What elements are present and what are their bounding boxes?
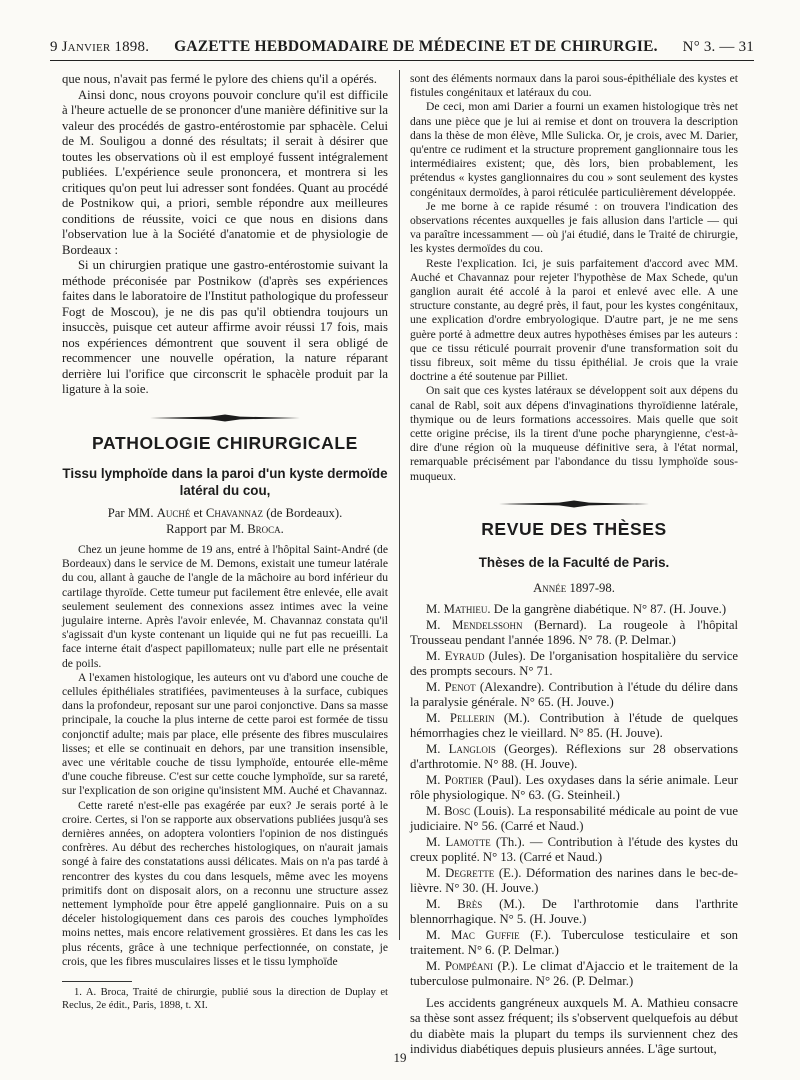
these-title: (F.). Tuberculose testiculaire et son traitement. N° 6. (P. Delmar.) [410,927,739,958]
paragraph: Ainsi donc, nous croyons pouvoir conclure qu'il est difficile à l'heure actuelle de se prononcer d'une manière définitive sur la valeur des procédés de gastro-entérostomie par sphacèle. Celui de M. Souligou a donné des résultats; il serait à désirer que toutes les observations où il est employé fussent intégralement publiées. L'expérience seule prononcera, et montrera si les critiques qu'on peut lui adresser sont fondées. Quant au procédé de Postnikow qui, a priori, semble répondre aux meilleures conditions de réussite, voici ce que nous en disions dans l'observation lue à la Société d'anatomie et de physiologie de Bordeaux : [62,87,388,257]
theses-list [410,602,738,990]
report-suffix: . [280,522,284,536]
list-item [410,618,738,649]
ornament-separator [410,500,738,508]
report-prefix: Rapport par M. [166,522,245,536]
list-item [410,773,738,804]
paragraph: sont des éléments normaux dans la paroi sous-épithéliale des kystes et fistules congénitaux et latéraux du cou. [410,72,738,100]
ornament-separator [62,414,388,422]
ornament-rule-icon [499,500,649,508]
section-title: PATHOLOGIE CHIRURGICALE [92,432,358,453]
footnote-rule [62,981,132,982]
paragraph: Je me borne à ce rapide résumé : on trouvera l'indication des observations récentes auxquelles je fais allusion dans l'article — qui va paraître incessamment — où j'ai étudié, dans le Traité de chirurgie, les kystes dermoïdes du cou. [410,199,738,256]
list-item [410,711,738,742]
paragraph: Si un chirurgien pratique une gastro-entérostomie suivant la méthode préconisée par Postnikow (d'après ses expériences faites dans le laboratoire de l'Institut pathologique du professeur Fogt de Moscou), je ne dis pas qu'il obtiendra toujours un insuccès, puisque cet auteur affirme avoir réussi 17 fois, mais nos expériences démontrent que souvent il sera obligé de recommencer une nouvelle opération, la nature réparant derrière lui l'orifice que circonscrit le sphacèle produit par la ligature à la soie. [62,258,388,396]
list-item [410,680,738,711]
these-author: M. Mathieu. [426,602,491,617]
paragraph: Reste l'explication. Ici, je suis parfaitement d'accord avec MM. Auché et Chavannaz pour rejeter l'hypothèse de Max Schede, qu'un ganglion aurait été accolé à la paroi et enlevé avec elle. A une structure constante, au degré près, il faut, pour les kystes congénitaux, une explication d'ordre embryologique. D'autre part, je ne me sens guère porté à admettre deux autres hypothèses émises par les auteurs : que ce tissu réticulé pourrait provenir d'une transformation soit du tissu fibreux, soit même du tissu épithélial. Je crois que la vraie doctrine a été soutenue par Pilliet. [410,256,738,384]
byline-join: et [193,506,203,520]
list-item [410,602,738,618]
these-author: M. Mendelssohn [426,617,523,632]
these-title: (M.). De l'arthrotomie dans l'arthrite blennorrhagique. N° 5. (H. Jouve.) [410,896,739,927]
these-title: (Bernard). La rougeole à l'hôpital Trousseau pendant l'année 1896. N° 78. (P. Delmar.) [410,617,738,648]
year-label: Année [533,580,567,595]
page-header [50,38,754,61]
ornament-rule-icon [150,414,300,422]
paragraph: De ceci, mon ami Darier a fourni un examen histologique très net dans une pièce que je lui ai remise et dont on trouvera la description dans la thèse de mon élève, Mlle Sulicka. Or, je crois, avec M. Darier, qu'entre ce rudiment et la structure proprement ganglionnaire tous les intermédiaires existent; que, dès lors, bien probablement, les prétendus « kystes ganglionnaires du cou » sont seulement des kystes congénitaux dermoïdes, à paroi réticulée particulièrement développée. [410,100,738,199]
section-title: REVUE DES THÈSES [481,518,667,539]
left-column [62,72,388,1036]
list-item [410,866,738,897]
list-item [410,897,738,928]
author-name: Auché [156,506,191,520]
list-item [410,959,738,990]
column-divider [399,70,400,940]
these-author: M. Langlois [426,741,496,756]
article-title: Tissu lymphoïde dans la paroi d'un kyste dermoïde latéral du cou, [62,466,388,498]
these-author: M. Pellerin [426,710,495,725]
these-title: (M.). Contribution à l'étude de quelques hémorrhagies chez le vieillard. N° 85. (H. Jouve). [410,710,739,741]
these-author: M. Degrette [426,865,495,880]
these-author: M. Brès [426,896,483,911]
byline-place: (de Bordeaux). [266,506,343,520]
these-title: (Georges). Réflexions sur 28 observations d'arthrotomie. N° 88. (H. Jouve). [410,741,739,772]
page-number: 19 [393,1050,407,1065]
paragraph: Les accidents gangréneux auxquels M. A. Mathieu consacre sa thèse sont assez fréquent; ils s'observent quelquefois au début du diabète mais la plupart du temps ils surviennent chez des individus diabétiques depuis plusieurs années. L'âge surtout, [410,995,738,1057]
these-title: (E.). Déformation des narines dans le bec-de-lièvre. N° 30. (H. Jouve.) [410,865,739,896]
year-line [410,581,738,597]
these-title: (Louis). La responsabilité médicale au point de vue judiciaire. N° 56. (Carré et Naud.) [410,803,738,834]
byline [62,505,388,521]
paragraph: Chez un jeune homme de 19 ans, entré à l'hôpital Saint-André (de Bordeaux) dans le service de M. Demons, existait une tumeur latérale du cou, allant à gauche de l'angle de la mâchoire au bord inférieur du cartilage thyroïde. Cette tumeur put facilement être enlevée, elle avait seulement seulement des connexions assez intimes avec la veine jugulaire interne. Après l'avoir enlevée, M. Chavannaz constata qu'il s'agissait d'un kyste contenant un liquide qui ne fut pas recueilli. La face interne était d'aspect papillomateux; nulle part elle ne présentait de poils. [62,543,388,670]
byline-prefix: Par MM. [107,506,154,520]
paragraph: Cette rareté n'est-elle pas exagérée par eux? Je serais porté à le croire. Certes, si l'on se rapporte aux observations publiées jusqu'à ses dernières années, on adoptera volontiers l'opinion de nos distingués confrères. Au début des recherches histologiques, on n'aurait jamais songé à faire des constatations aussi délicates. Mais on n'a pas tardé à rencontrer des kystes du cou dans lesquels, même avec les moyens primitifs dont on disposait alors, on a reconnu une structure assez nettement lymphoïde pour être appelé ganglionnaire. Puis on a su déceler histologiquement dans ces parois des couches lymphoïdes moins nettes, mais encore relativement grossières. Et dans les cas les plus récents, grâce à une technique perfectionnée, on constate, je crois, que les fibres musculaires lisses et le tissu lymphoïde [62,798,388,968]
list-item [410,835,738,866]
these-title: (Alexandre). Contribution à l'étude du délire dans la paralysie générale. N° 65. (H. Jouve.) [410,679,738,710]
issue-number: N° 3. — 31 [682,39,754,55]
these-author: M. Portier [426,772,484,787]
year-value: 1897-98. [569,580,615,595]
these-author: M. Penot [426,679,476,694]
reporter-name: Broca [247,522,281,536]
paragraph: A l'examen histologique, les auteurs ont vu d'abord une couche de cellules épithéliales stratifiées, pavimenteuses à la surface, cubiques dans la profondeur, reposant sur une paroi conjonctive. Dans sa masse principale, la couche la plus interne de cette paroi est formée de tissu conjonctif adulte; mais par place, elle présente des fibres musculaires lisses; et elle se continuait en dehors, par une transition insensible, avec une véritable couche de tissu lymphoïde, entourée elle-même d'une couche fibreuse. C'est sur cette couche lymphoïde, sur sa rareté, sur l'explication de son origine qu'insistent MM. Auché et Chavannaz. [62,670,388,798]
these-author: M. Pompéani [426,958,494,973]
these-author: M. Bosc [426,803,471,818]
these-title: (Th.). — Contribution à l'étude des kystes du creux poplité. N° 13. (Carré et Naud.) [410,834,739,865]
these-title: De la gangrène diabétique. N° 87. (H. Jouve.) [493,602,727,617]
list-item [410,742,738,773]
right-column [410,72,739,1057]
these-author: M. Eyraud [426,648,485,663]
these-author: M. Mac Guffie [426,927,520,942]
these-title: (P.). Le climat d'Ajaccio et le traitement de la tuberculose pulmonaire. N° 26. (P. Delmar.) [410,958,738,989]
author-name: Chavannaz [205,506,264,520]
footnote: 1. A. Broca, Traité de chirurgie, publié sous la direction de Duplay et Reclus, 2e édit., Paris, 1898, t. XI. [62,987,388,1012]
issue-date: 9 Janvier 1898. [50,39,150,55]
paragraph: On sait que ces kystes latéraux se développent soit aux dépens du canal de Rabl, soit aux dépens d'invaginations thyroïdienne latérale, thymique ou de leurs formations accessoires. Mais quelle que soit cette origine précise, ils la tirent d'une poche pharyngienne, c'est-à-dire d'une région où la muqueuse définitive sera, à l'état normal, remarquable précisément par l'abondance du tissu lymphoïde sous-muqueux. [410,384,738,483]
list-item [410,928,738,959]
article-body [62,543,388,969]
these-author: M. Lamotte [426,834,491,849]
report-line [62,521,388,537]
paragraph: que nous, n'avait pas fermé le pylore des chiens qu'il a opérés. [62,72,377,86]
article-body-continued [410,72,738,484]
these-title: (Paul). Les oxydases dans la série animale. Leur rôle physiologique. N° 63. (G. Steinheil.) [410,772,739,803]
sub-title: Thèses de la Faculté de Paris. [478,555,670,571]
these-title: (Jules). De l'organisation hospitalière du service des prompts secours. N° 71. [410,648,738,679]
list-item [410,804,738,835]
journal-title: GAZETTE HEBDOMADAIRE DE MÉDECINE ET DE CHIRURGIE. [174,38,658,55]
list-item [410,649,738,680]
